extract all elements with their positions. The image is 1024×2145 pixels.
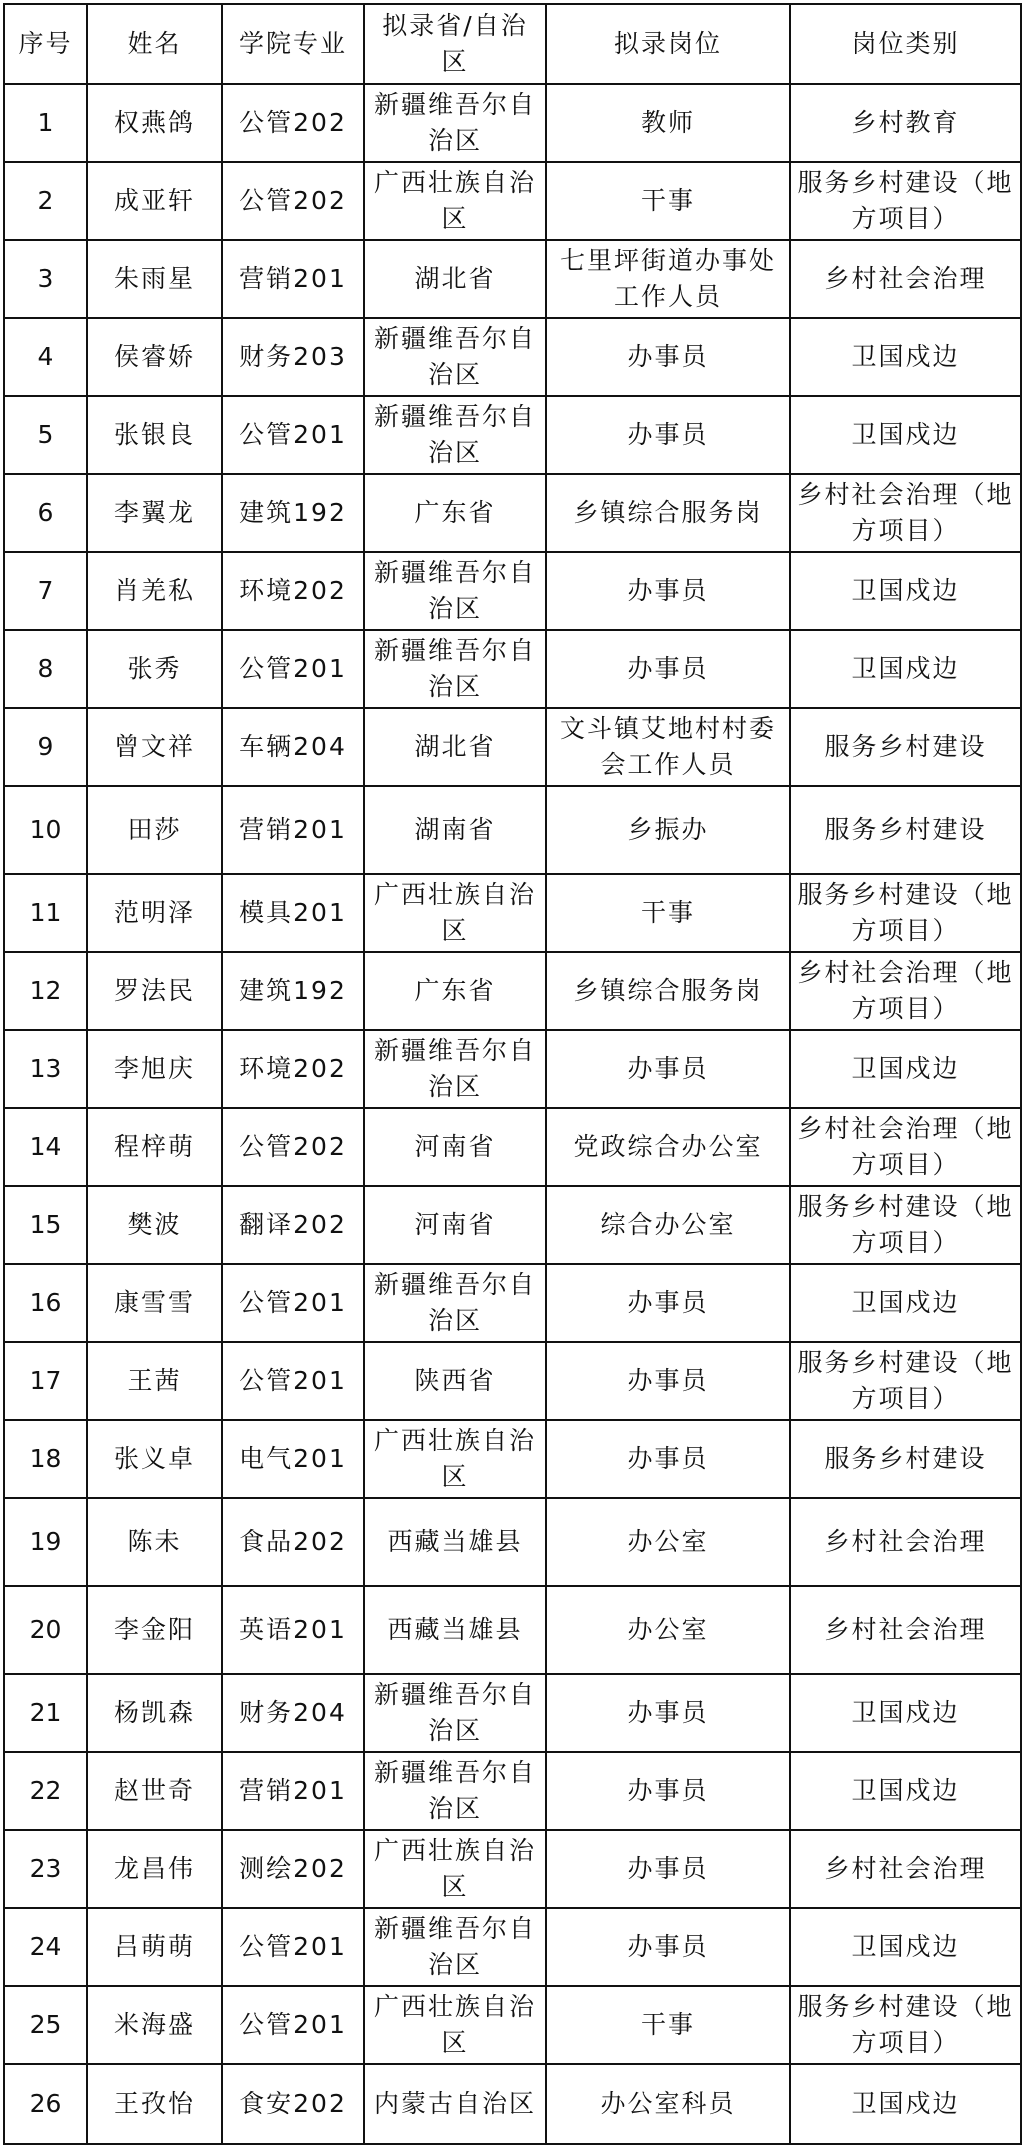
cell-position: 办事员 (546, 396, 790, 474)
cell-major: 测绘202 (222, 1830, 364, 1908)
cell-province: 新疆维吾尔自治区 (364, 396, 546, 474)
cell-province: 广东省 (364, 952, 546, 1030)
cell-name: 张银良 (87, 396, 222, 474)
cell-position: 乡振办 (546, 786, 790, 874)
cell-major: 公管201 (222, 1986, 364, 2064)
cell-position: 乡镇综合服务岗 (546, 952, 790, 1030)
cell-position: 办事员 (546, 1752, 790, 1830)
cell-name: 米海盛 (87, 1986, 222, 2064)
cell-province: 湖北省 (364, 240, 546, 318)
cell-name: 康雪雪 (87, 1264, 222, 1342)
table-row (4, 1674, 1021, 1752)
cell-name: 陈未 (87, 1498, 222, 1586)
cell-category: 服务乡村建设 (790, 786, 1021, 874)
cell-province: 新疆维吾尔自治区 (364, 552, 546, 630)
cell-position: 文斗镇艾地村村委会工作人员 (546, 708, 790, 786)
cell-seq: 21 (4, 1674, 87, 1752)
cell-province: 新疆维吾尔自治区 (364, 1674, 546, 1752)
cell-category: 乡村教育 (790, 84, 1021, 162)
cell-province: 新疆维吾尔自治区 (364, 1908, 546, 1986)
cell-name: 程梓萌 (87, 1108, 222, 1186)
cell-seq: 3 (4, 240, 87, 318)
table-row (4, 162, 1021, 240)
cell-name: 李旭庆 (87, 1030, 222, 1108)
cell-position: 办事员 (546, 1420, 790, 1498)
cell-name: 曾文祥 (87, 708, 222, 786)
cell-position: 干事 (546, 1986, 790, 2064)
cell-name: 吕萌萌 (87, 1908, 222, 1986)
cell-position: 七里坪街道办事处工作人员 (546, 240, 790, 318)
cell-major: 营销201 (222, 1752, 364, 1830)
cell-name: 肖羌私 (87, 552, 222, 630)
table-row (4, 1586, 1021, 1674)
cell-province: 河南省 (364, 1108, 546, 1186)
cell-province: 新疆维吾尔自治区 (364, 318, 546, 396)
cell-position: 干事 (546, 874, 790, 952)
cell-major: 车辆204 (222, 708, 364, 786)
cell-province: 广西壮族自治区 (364, 1986, 546, 2064)
cell-major: 公管201 (222, 1342, 364, 1420)
cell-category: 卫国戍边 (790, 318, 1021, 396)
cell-name: 李金阳 (87, 1586, 222, 1674)
cell-category: 卫国戍边 (790, 1030, 1021, 1108)
cell-name: 张义卓 (87, 1420, 222, 1498)
cell-major: 英语201 (222, 1586, 364, 1674)
cell-major: 公管202 (222, 84, 364, 162)
cell-major: 环境202 (222, 552, 364, 630)
cell-category: 乡村社会治理（地方项目） (790, 474, 1021, 552)
header-name: 姓名 (87, 4, 222, 84)
cell-seq: 24 (4, 1908, 87, 1986)
cell-position: 办公室 (546, 1498, 790, 1586)
cell-major: 公管202 (222, 162, 364, 240)
cell-position: 办事员 (546, 552, 790, 630)
table-row (4, 1752, 1021, 1830)
cell-name: 权燕鸽 (87, 84, 222, 162)
cell-name: 王孜怡 (87, 2064, 222, 2144)
cell-category: 服务乡村建设（地方项目） (790, 874, 1021, 952)
cell-major: 公管202 (222, 1108, 364, 1186)
cell-category: 服务乡村建设（地方项目） (790, 1986, 1021, 2064)
cell-category: 卫国戍边 (790, 1674, 1021, 1752)
table-row (4, 874, 1021, 952)
cell-name: 成亚轩 (87, 162, 222, 240)
cell-province: 广东省 (364, 474, 546, 552)
header-major: 学院专业 (222, 4, 364, 84)
cell-major: 公管201 (222, 396, 364, 474)
cell-major: 食安202 (222, 2064, 364, 2144)
cell-seq: 5 (4, 396, 87, 474)
cell-seq: 23 (4, 1830, 87, 1908)
cell-position: 办事员 (546, 318, 790, 396)
cell-seq: 13 (4, 1030, 87, 1108)
cell-name: 田莎 (87, 786, 222, 874)
table-body (4, 84, 1021, 2144)
cell-position: 办事员 (546, 1342, 790, 1420)
cell-major: 模具201 (222, 874, 364, 952)
cell-name: 范明泽 (87, 874, 222, 952)
table-row (4, 1830, 1021, 1908)
cell-category: 乡村社会治理 (790, 1586, 1021, 1674)
cell-position: 办公室 (546, 1586, 790, 1674)
table-row (4, 1264, 1021, 1342)
cell-seq: 6 (4, 474, 87, 552)
cell-province: 新疆维吾尔自治区 (364, 630, 546, 708)
cell-name: 李翼龙 (87, 474, 222, 552)
cell-category: 卫国戍边 (790, 1752, 1021, 1830)
cell-seq: 22 (4, 1752, 87, 1830)
cell-major: 建筑192 (222, 474, 364, 552)
cell-position: 办事员 (546, 1908, 790, 1986)
cell-name: 杨凯森 (87, 1674, 222, 1752)
cell-category: 卫国戍边 (790, 1908, 1021, 1986)
cell-major: 公管201 (222, 630, 364, 708)
cell-province: 陕西省 (364, 1342, 546, 1420)
cell-category: 乡村社会治理 (790, 1498, 1021, 1586)
table-row (4, 630, 1021, 708)
table-row (4, 708, 1021, 786)
cell-seq: 10 (4, 786, 87, 874)
table-row (4, 1498, 1021, 1586)
cell-seq: 11 (4, 874, 87, 952)
cell-major: 公管201 (222, 1264, 364, 1342)
cell-major: 营销201 (222, 240, 364, 318)
cell-seq: 20 (4, 1586, 87, 1674)
cell-major: 营销201 (222, 786, 364, 874)
cell-position: 办事员 (546, 1030, 790, 1108)
cell-province: 广西壮族自治区 (364, 162, 546, 240)
cell-major: 公管201 (222, 1908, 364, 1986)
header-position: 拟录岗位 (546, 4, 790, 84)
table-row (4, 1342, 1021, 1420)
cell-major: 财务203 (222, 318, 364, 396)
table-row (4, 1986, 1021, 2064)
cell-province: 内蒙古自治区 (364, 2064, 546, 2144)
cell-position: 教师 (546, 84, 790, 162)
cell-name: 罗法民 (87, 952, 222, 1030)
cell-seq: 26 (4, 2064, 87, 2144)
cell-seq: 17 (4, 1342, 87, 1420)
cell-name: 朱雨星 (87, 240, 222, 318)
table-row (4, 1030, 1021, 1108)
cell-major: 环境202 (222, 1030, 364, 1108)
cell-name: 侯睿娇 (87, 318, 222, 396)
cell-position: 办事员 (546, 1830, 790, 1908)
cell-seq: 12 (4, 952, 87, 1030)
cell-category: 卫国戍边 (790, 552, 1021, 630)
table-row (4, 1186, 1021, 1264)
cell-seq: 18 (4, 1420, 87, 1498)
table-row (4, 2064, 1021, 2144)
cell-position: 办事员 (546, 1674, 790, 1752)
cell-major: 食品202 (222, 1498, 364, 1586)
cell-name: 赵世奇 (87, 1752, 222, 1830)
cell-name: 樊波 (87, 1186, 222, 1264)
cell-category: 卫国戍边 (790, 2064, 1021, 2144)
cell-province: 广西壮族自治区 (364, 1420, 546, 1498)
cell-category: 服务乡村建设 (790, 1420, 1021, 1498)
cell-province: 新疆维吾尔自治区 (364, 1752, 546, 1830)
table-row (4, 1420, 1021, 1498)
cell-seq: 19 (4, 1498, 87, 1586)
cell-major: 财务204 (222, 1674, 364, 1752)
cell-seq: 25 (4, 1986, 87, 2064)
cell-position: 干事 (546, 162, 790, 240)
header-province: 拟录省/自治区 (364, 4, 546, 84)
cell-position: 办事员 (546, 1264, 790, 1342)
cell-category: 乡村社会治理 (790, 1830, 1021, 1908)
cell-category: 服务乡村建设（地方项目） (790, 1186, 1021, 1264)
cell-name: 王茜 (87, 1342, 222, 1420)
cell-province: 湖北省 (364, 708, 546, 786)
placement-table (3, 3, 1022, 2145)
cell-province: 新疆维吾尔自治区 (364, 1030, 546, 1108)
table-row (4, 474, 1021, 552)
cell-position: 乡镇综合服务岗 (546, 474, 790, 552)
cell-category: 乡村社会治理 (790, 240, 1021, 318)
cell-seq: 2 (4, 162, 87, 240)
cell-major: 建筑192 (222, 952, 364, 1030)
cell-category: 卫国戍边 (790, 1264, 1021, 1342)
table-row (4, 552, 1021, 630)
cell-province: 西藏当雄县 (364, 1498, 546, 1586)
cell-province: 新疆维吾尔自治区 (364, 84, 546, 162)
header-seq: 序号 (4, 4, 87, 84)
cell-seq: 14 (4, 1108, 87, 1186)
table-row (4, 240, 1021, 318)
cell-position: 综合办公室 (546, 1186, 790, 1264)
cell-position: 办公室科员 (546, 2064, 790, 2144)
cell-position: 党政综合办公室 (546, 1108, 790, 1186)
cell-category: 乡村社会治理（地方项目） (790, 952, 1021, 1030)
header-category: 岗位类别 (790, 4, 1021, 84)
table-row (4, 1908, 1021, 1986)
cell-seq: 4 (4, 318, 87, 396)
header-row (4, 4, 1021, 84)
cell-seq: 9 (4, 708, 87, 786)
table-header (4, 4, 1021, 84)
cell-province: 新疆维吾尔自治区 (364, 1264, 546, 1342)
cell-category: 卫国戍边 (790, 630, 1021, 708)
cell-category: 服务乡村建设（地方项目） (790, 1342, 1021, 1420)
cell-seq: 7 (4, 552, 87, 630)
table-row (4, 318, 1021, 396)
cell-province: 西藏当雄县 (364, 1586, 546, 1674)
cell-province: 湖南省 (364, 786, 546, 874)
cell-province: 广西壮族自治区 (364, 874, 546, 952)
table-row (4, 84, 1021, 162)
cell-seq: 1 (4, 84, 87, 162)
cell-category: 服务乡村建设（地方项目） (790, 162, 1021, 240)
cell-seq: 16 (4, 1264, 87, 1342)
table-row (4, 786, 1021, 874)
cell-seq: 15 (4, 1186, 87, 1264)
table-row (4, 1108, 1021, 1186)
cell-major: 电气201 (222, 1420, 364, 1498)
cell-category: 卫国戍边 (790, 396, 1021, 474)
cell-name: 张秀 (87, 630, 222, 708)
cell-category: 乡村社会治理（地方项目） (790, 1108, 1021, 1186)
cell-position: 办事员 (546, 630, 790, 708)
table-row (4, 952, 1021, 1030)
cell-province: 河南省 (364, 1186, 546, 1264)
cell-category: 服务乡村建设 (790, 708, 1021, 786)
cell-major: 翻译202 (222, 1186, 364, 1264)
cell-province: 广西壮族自治区 (364, 1830, 546, 1908)
cell-name: 龙昌伟 (87, 1830, 222, 1908)
cell-seq: 8 (4, 630, 87, 708)
table-row (4, 396, 1021, 474)
